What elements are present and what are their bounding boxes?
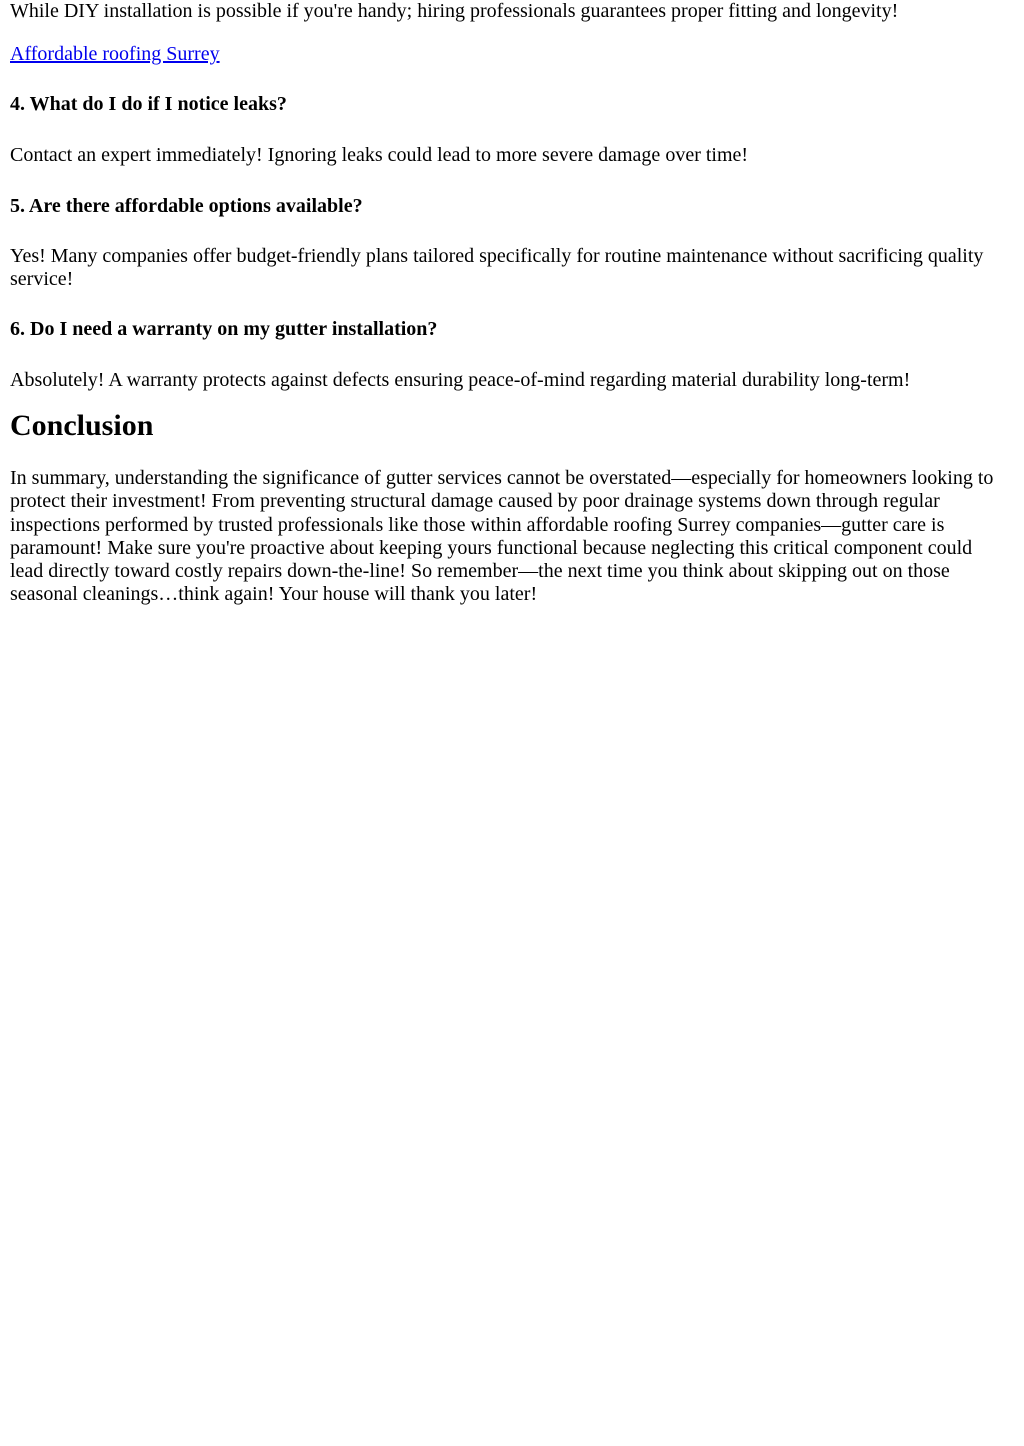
affordable-roofing-link[interactable]: Affordable roofing Surrey (10, 43, 220, 66)
faq-answer-5: Yes! Many companies offer budget-friendly plans tailored specifically for routine maintenance without sacrificing quality service! (10, 244, 984, 290)
intro-paragraph: While DIY installation is possible if you're handy; hiring professionals guarantees proper fitting and longevity! (10, 0, 899, 22)
faq-question-5: 5. Are there affordable options available? (10, 194, 363, 217)
link-paragraph (10, 43, 1006, 66)
conclusion-paragraph: In summary, understanding the significance of gutter services cannot be overstated—especially for homeowners looking to protect their investment! From preventing structural damage caused by poor drainage systems down through regular inspections performed by trusted professionals like those within affordable roofing Surrey companies—gutter care is paramount! Make sure you're proactive about keeping yours functional because neglecting this critical component could lead directly toward costly repairs down-the-line! So remember—the next time you think about skipping out on those seasonal cleanings…think again! Your house will thank you later! (10, 467, 994, 606)
faq-question-4: 4. What do I do if I notice leaks? (10, 93, 287, 116)
article-content (10, 0, 1006, 606)
conclusion-heading: Conclusion (10, 409, 154, 443)
faq-question-6: 6. Do I need a warranty on my gutter installation? (10, 318, 438, 341)
faq-answer-4: Contact an expert immediately! Ignoring leaks could lead to more severe damage over time! (10, 144, 749, 167)
faq-answer-6: Absolutely! A warranty protects against defects ensuring peace-of-mind regarding material durability long-term! (10, 369, 911, 392)
